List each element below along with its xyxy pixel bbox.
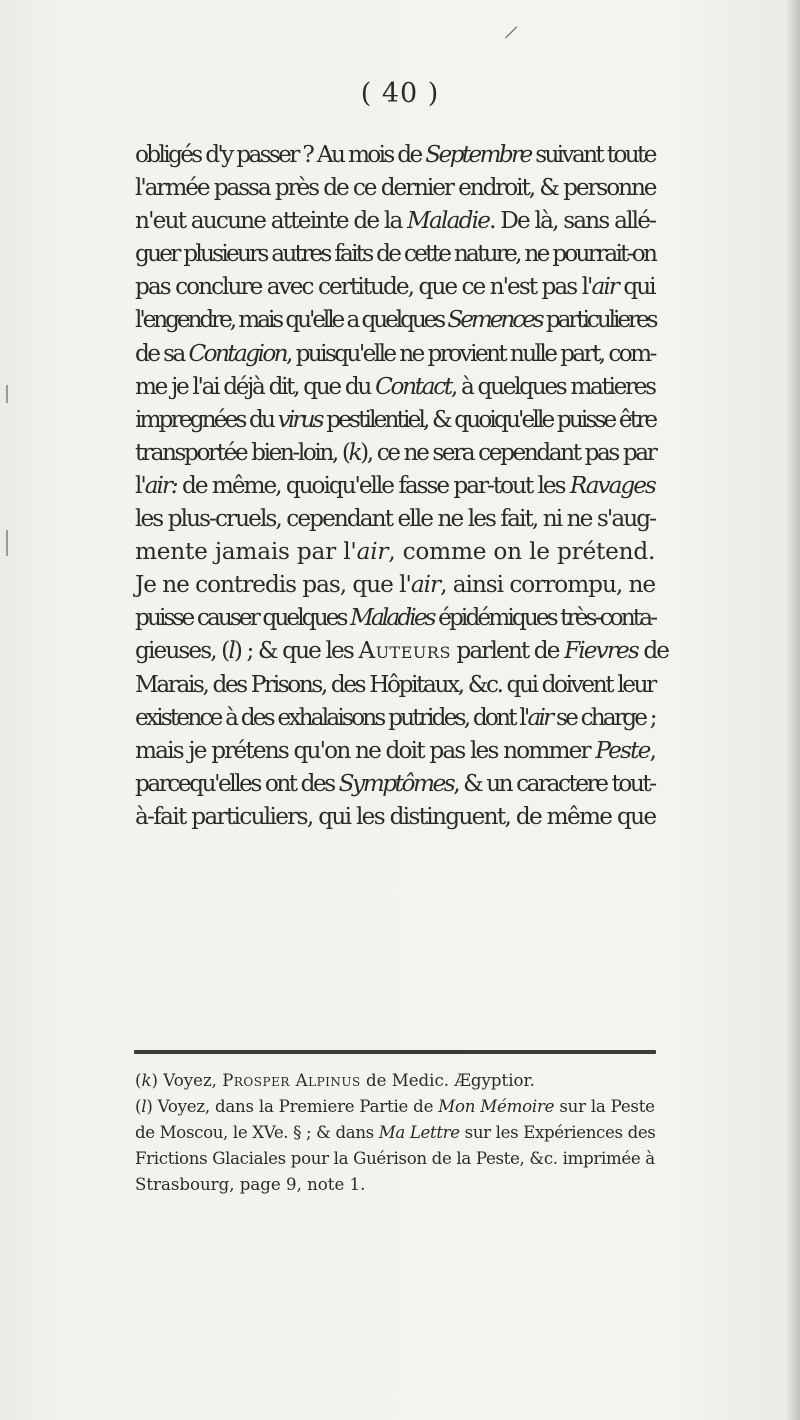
text-line: [135, 171, 655, 204]
margin-mark: [6, 530, 8, 556]
text-line: [135, 502, 655, 535]
text-run: transportée bien-loin, (: [135, 438, 349, 466]
text-run: puisse causer quelques: [135, 604, 351, 632]
italic-text: Ma Lettre: [378, 1123, 460, 1142]
text-line: [135, 568, 655, 601]
italic-text: Septembre: [425, 141, 531, 168]
text-run: (: [135, 1097, 142, 1116]
text-line: [135, 303, 655, 336]
small-caps-text: Auteurs: [358, 637, 451, 665]
text-line: [135, 403, 655, 436]
text-line: [135, 767, 655, 800]
text-run: de même, quoiqu'elle fasse par-tout les: [176, 471, 570, 499]
text-run: mente jamais par l': [135, 538, 357, 566]
italic-text: Mon Mémoire: [438, 1097, 555, 1116]
italic-text: Symptômes: [338, 769, 454, 797]
text-run: suivant toute: [530, 141, 655, 168]
italic-text: air: [527, 703, 552, 731]
text-run: se charge ;: [551, 703, 655, 731]
text-line: [135, 535, 655, 568]
text-run: l'armée passa près de ce dernier endroit, & personne: [135, 174, 656, 202]
text-run: particulieres: [541, 306, 656, 334]
text-run: pas conclure avec certitude, que ce n'est pas l': [135, 273, 592, 301]
text-line: [135, 436, 655, 469]
text-run: parlent de: [450, 637, 565, 665]
text-run: obligés d'y passer ? Au mois de: [135, 141, 426, 168]
text-run: mais je prétens qu'on ne doit pas les nommer: [135, 736, 596, 764]
page-edge-shadow: [786, 0, 800, 1420]
italic-text: air: [356, 538, 389, 566]
text-run: de Medic. Ægyptior.: [360, 1071, 535, 1090]
main-text: [135, 138, 669, 833]
text-run: . De là, sans allé-: [489, 207, 656, 235]
text-line: [135, 701, 655, 734]
text-line: [135, 237, 655, 270]
text-run: parcequ'elles ont des: [135, 769, 339, 797]
italic-text: Peste: [595, 736, 650, 764]
italic-text: Ravages: [569, 471, 655, 499]
text-run: pestilentiel, & quoiqu'elle puisse être: [321, 405, 656, 433]
text-run: l'engendre, mais qu'elle a quelques: [135, 306, 448, 334]
text-run: Frictions Glaciales pour la Guérison de la Peste, &c. imprimée à: [135, 1149, 655, 1168]
text-run: épidémiques très-conta-: [433, 604, 656, 632]
text-run: n'eut aucune atteinte de la: [135, 207, 408, 235]
italic-text: l: [141, 1097, 147, 1116]
text-run: sur les Expériences des: [459, 1123, 656, 1142]
text-run: , & un caractere tout-: [453, 769, 655, 797]
text-line: [135, 138, 655, 171]
italic-text: Maladies: [350, 604, 434, 632]
footnote-line: [135, 1120, 655, 1146]
italic-text: k: [348, 438, 361, 466]
text-line: [135, 668, 655, 701]
text-run: (: [135, 1071, 142, 1090]
text-run: , comme on le prétend.: [388, 538, 656, 566]
italic-text: virus: [277, 405, 322, 433]
text-run: , ainsi corrompu, ne: [440, 571, 656, 599]
text-line: [135, 337, 655, 370]
text-run: Je ne contredis pas, que l': [135, 571, 411, 599]
italic-text: air: [591, 273, 618, 301]
text-run: ) Voyez, dans la Premiere Partie de: [146, 1097, 439, 1116]
text-line: [135, 204, 655, 237]
text-run: Strasbourg, page 9, note 1.: [135, 1175, 366, 1194]
italic-text: air: [410, 571, 441, 599]
text-run: les plus-cruels, cependant elle ne les fait, ni ne s'aug-: [135, 505, 656, 533]
text-line: [135, 634, 669, 667]
italic-text: l: [228, 637, 234, 665]
text-run: ) ; & que les: [233, 637, 359, 665]
text-run: me je l'ai déjà dit, que du: [135, 372, 376, 400]
text-line: [135, 469, 655, 502]
italic-text: k: [141, 1071, 152, 1090]
text-run: de Moscou, le XVe. § ; & dans: [135, 1123, 379, 1142]
page-number: ( 40 ): [360, 78, 440, 109]
text-run: de: [637, 637, 669, 665]
italic-text: Semences: [447, 306, 542, 334]
text-run: existence à des exhalaisons putrides, dont l': [135, 703, 528, 731]
footnote-line: [135, 1094, 655, 1120]
text-run: ), ce ne sera cependant pas par: [360, 438, 656, 466]
text-run: à-fait particuliers, qui les distinguent, de même que: [135, 802, 656, 830]
text-run: de sa: [135, 339, 189, 367]
text-line: [135, 270, 655, 303]
italic-text: Fievres: [564, 637, 638, 665]
margin-mark: [6, 385, 8, 403]
text-line: [135, 601, 655, 634]
footnote-line: [135, 1172, 655, 1198]
text-run: impregnées du: [135, 405, 278, 433]
text-line: [135, 800, 655, 833]
pencil-mark: [505, 27, 527, 49]
italic-text: Maladie: [407, 207, 490, 235]
footnotes: [135, 1068, 655, 1198]
text-run: gieuses, (: [135, 637, 229, 665]
text-run: l': [135, 471, 145, 499]
footnote-rule: [134, 1050, 656, 1054]
text-run: guer plusieurs autres faits de cette nature, ne pourrait-on: [135, 240, 656, 268]
text-run: ,: [649, 736, 656, 764]
text-run: Marais, des Prisons, des Hôpitaux, &c. qui doivent leur: [135, 670, 655, 698]
italic-text: air:: [144, 471, 177, 499]
italic-text: Contagion: [188, 339, 287, 367]
text-run: , puisqu'elle ne provient nulle part, com-: [286, 339, 655, 367]
text-run: qui: [617, 273, 655, 301]
text-line: [135, 370, 655, 403]
text-run: , à quelques matieres: [450, 372, 655, 400]
italic-text: Contact: [375, 372, 451, 400]
text-run: ) Voyez,: [151, 1071, 223, 1090]
small-caps-text: Prosper Alpinus: [222, 1071, 361, 1090]
footnote-line: [135, 1068, 655, 1094]
text-line: [135, 734, 655, 767]
text-run: sur la Peste: [554, 1097, 655, 1116]
footnote-line: [135, 1146, 655, 1172]
